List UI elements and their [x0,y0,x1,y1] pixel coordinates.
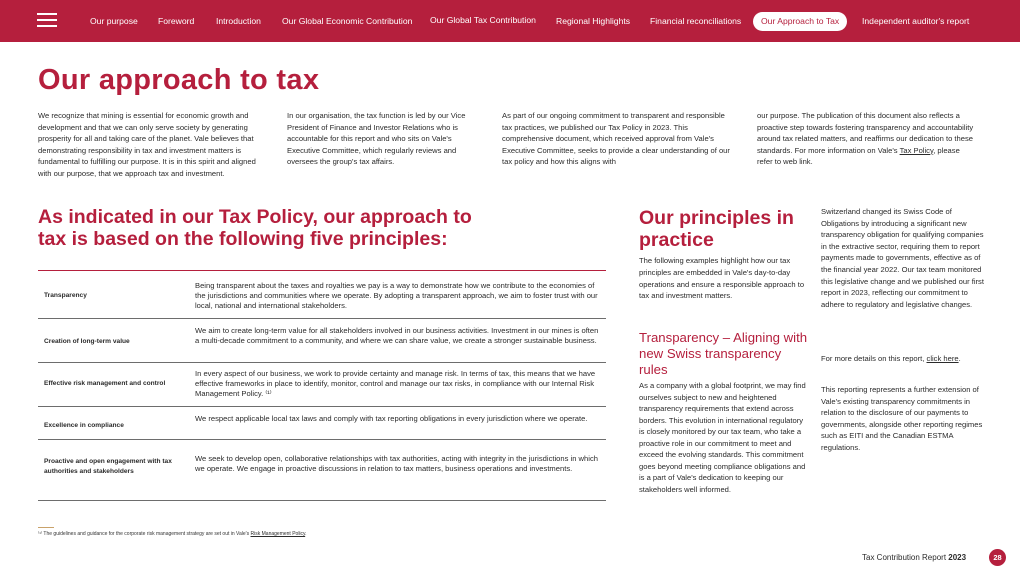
transparency-body: As a company with a global footprint, we may find ourselves subject to new and heightened transparency requirements that extend across borders. This evolution in international regulatory is closely monitored by our tax team, who take a proactive role in our commitment to meet and exceed the evolving standards. This commitment goes beyond meeting compliance obligations and is a part of Vale's dedication to keeping our stakeholders well informed. [639,381,806,494]
intro-column-2: In our organisation, the tax function is led by our Vice President of Finance and Investor Relations who is accountable for this report and who sits on Vale's Executive Committee, which regularly reviews and oversees the group's tax affairs. [287,111,466,166]
intro-column-3: As part of our ongoing commitment to transparent and responsible tax practices, we published our Tax Policy in 2023. This comprehensive document, which received approval from Vale's Executive Committee, seeks to provide a clear understanding of our tax policy and how this aligns with [502,111,730,166]
principle-row [38,406,606,439]
intro-column-4-text: our purpose. The publication of this document also reflects a proactive step towards fostering transparency and accountability around tax related matters, and reaffirms our dedication to these standards. For more information on Vale's [757,111,974,155]
report-details-text: For more details on this report, [821,354,927,363]
report-footer [862,553,966,562]
principle-row [38,318,606,362]
nav-independent-auditors-report[interactable]: Independent auditor's report [862,16,970,26]
transparency-subtitle: Transparency – Aligning with new Swiss transparency rules [639,330,808,377]
principles-in-practice-intro: The following examples highlight how our tax principles are embedded in Vale's day-to-day operations and ensure a responsible approach to tax and investment matters. [639,256,805,301]
principle-name: Effective risk management and control [44,380,166,387]
menu-icon[interactable] [37,13,57,28]
principle-row [38,270,606,318]
principle-name: Excellence in compliance [44,422,124,429]
principle-description: We respect applicable local tax laws and comply with tax reporting obligations in every jurisdiction where we operate. [195,414,588,423]
nav-regional-highlights[interactable]: Regional Highlights [556,16,631,26]
top-navigation-bar [0,0,1020,42]
footnote-end: . [305,531,307,537]
intro-column-4 [757,110,977,168]
principles-heading: As indicated in our Tax Policy, our approach to tax is based on the following five principles: [38,206,472,250]
swiss-code-paragraph: Switzerland changed its Swiss Code of Obligations by introducing a significant new transparency obligation for qualifying companies in the extractive sector, requiring them to report payments made to governments, effective as of the financial year 2022. Our tax team monitored this legislative change and we published our first report in 2023, reflecting our commitment to adhere to regulatory and legislative changes. [821,207,984,309]
principle-name: Creation of long-term value [44,338,130,345]
nav-our-purpose[interactable]: Our purpose [90,16,138,26]
risk-management-policy-link[interactable]: Risk Management Policy [250,531,306,537]
report-details-end: . [958,354,961,363]
page-title: Our approach to tax [38,64,320,96]
footnote-marker: ⁽¹⁾ [265,388,272,398]
principle-name: Transparency [44,292,87,299]
report-name: Tax Contribution Report [862,553,947,562]
nav-our-approach-to-tax[interactable]: Our Approach to Tax [753,12,847,31]
click-here-link[interactable]: click here [926,354,959,363]
principle-name: Proactive and open engagement with tax authorities and stakeholders [44,458,172,475]
page-number-badge: 28 [989,549,1006,566]
nav-global-economic-contribution[interactable]: Our Global Economic Contribution [282,16,413,26]
principle-description: Being transparent about the taxes and royalties we pay is a way to demonstrate how we contribute to the economies of the jurisdictions and communities where we operate. By adopting a transparent approach, we aim to foster trust with our local, national and international stakeholders. [195,281,598,310]
footnote [38,531,307,537]
principles-in-practice-title: Our principles in practice [639,207,794,251]
table-bottom-rule [38,500,606,501]
principle-description [195,369,603,398]
intro-column-4-end: , please refer to web link. [757,145,960,166]
nav-introduction[interactable]: Introduction [216,16,261,26]
footnote-text: ⁽¹⁾ The guidelines and guidance for the corporate risk management strategy are set out in Vale's [38,531,251,537]
principle-description-text: In every aspect of our business, we work to provide certainty and manage risk. In terms of tax, this means that we have effective frameworks in place to identify, monitor, control and manage our tax risks, in compliance with our Internal Risk Management Policy. [195,369,596,398]
tax-policy-link[interactable]: Tax Policy [899,145,934,155]
nav-foreword[interactable]: Foreword [158,16,195,26]
principle-row [38,362,606,406]
reporting-extension-paragraph: This reporting represents a further extension of Vale's existing transparency commitments in relation to the disclosure of our payments to governments, alongside other reporting regimes such as EITI and the Canadian ESTMA regulations. [821,385,983,452]
principle-row [38,439,606,500]
nav-financial-reconciliations[interactable]: Financial reconciliations [650,16,742,26]
footnote-divider [38,527,54,528]
principle-description: We seek to develop open, collaborative relationships with tax authorities, acting with integrity in the jurisdictions in which we operate. We engage in proactive discussions in relation to tax matters, business operations and investments. [195,454,598,473]
report-year: 2023 [948,553,967,562]
nav-global-tax-contribution[interactable]: Our Global Tax Contribution [430,15,536,25]
report-details [821,353,996,365]
principle-description: We aim to create long-term value for all stakeholders involved in our business activities. Investment in our mines is often a multi-decade commitment to a community, and where we can share value, we create a stronger sustainable business. [195,326,599,345]
intro-column-1: We recognize that mining is essential for economic growth and development and that we can only serve society by generating prosperity for all and taking care of the planet. Vale believes that demonstrating responsibility in tax and investment matters is fundamental to fulfilling our purpose. It is in this spirit and aligned with our purpose, that we approach tax and investment. [38,111,256,178]
